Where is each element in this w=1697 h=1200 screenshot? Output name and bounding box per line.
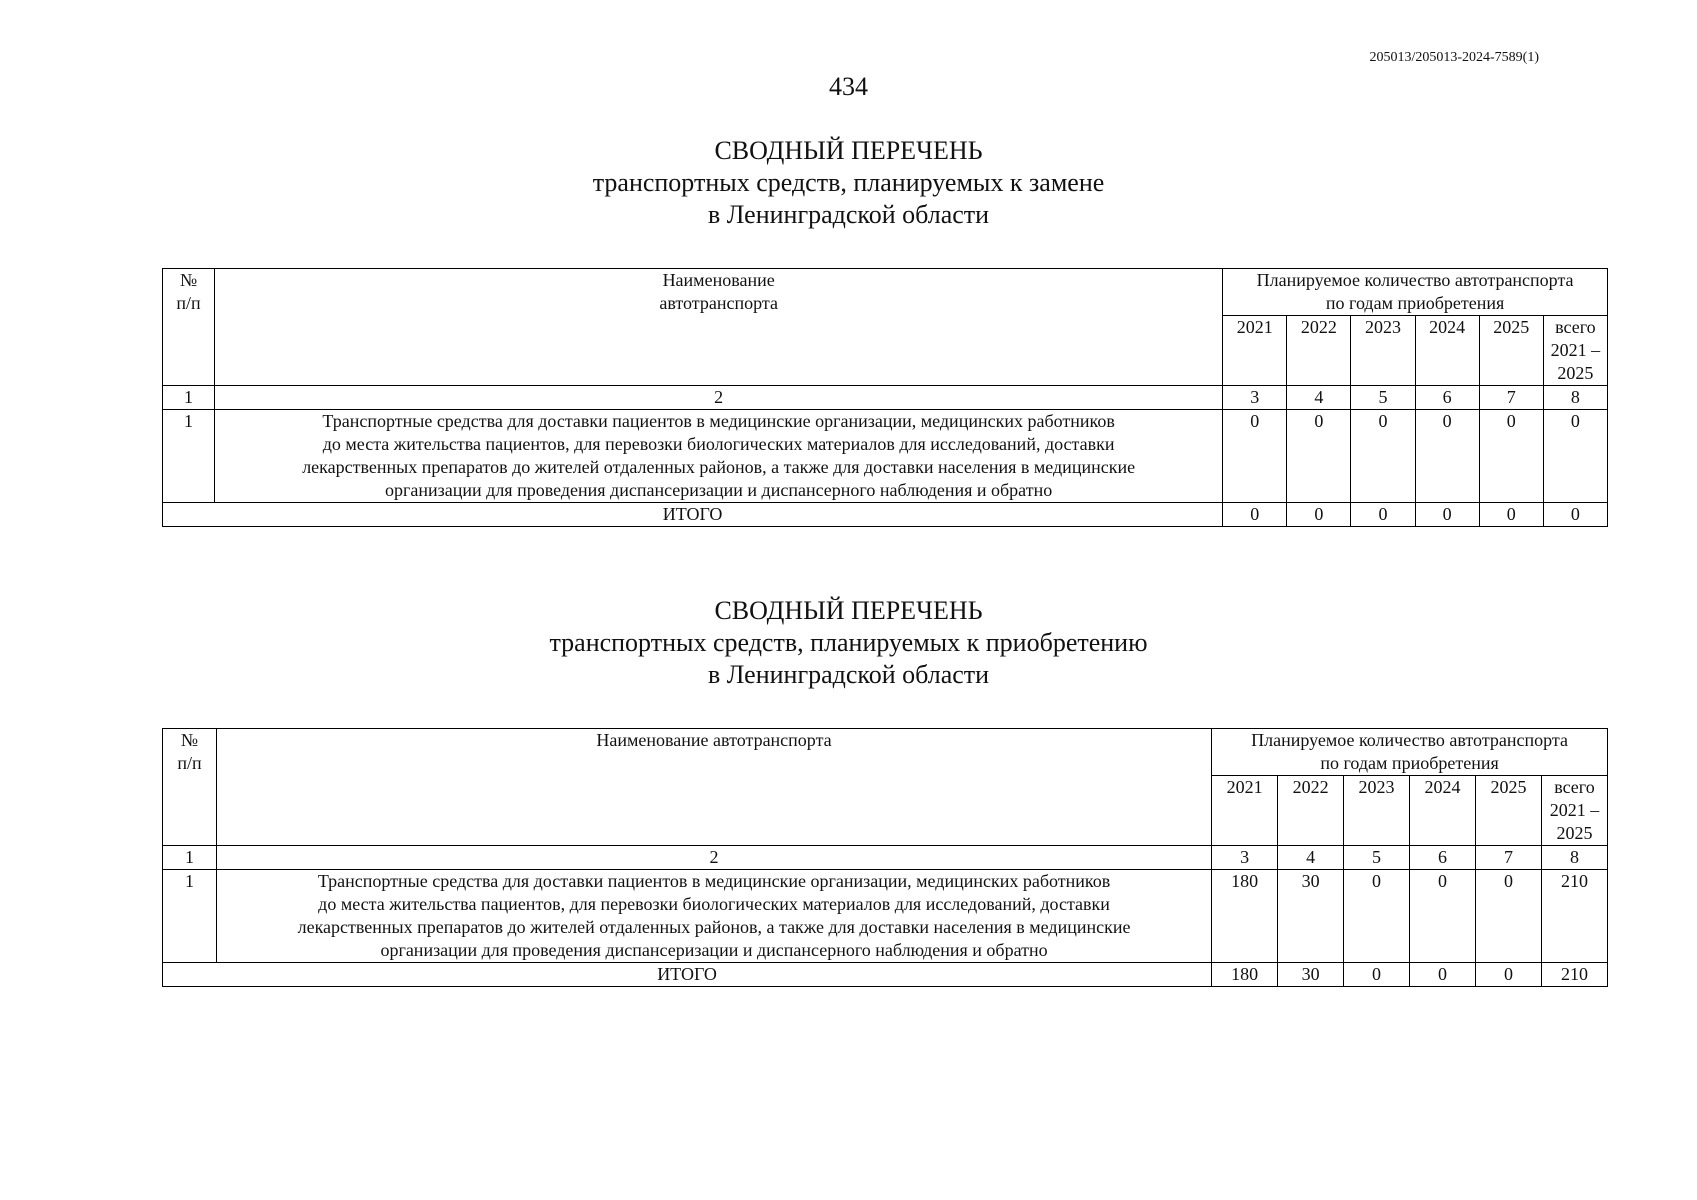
vehicle-name-line: организации для проведения диспансеризации и диспансерного наблюдения и обратно: [385, 480, 1053, 500]
section-title-replacement: [0, 135, 1697, 231]
column-number: 1: [163, 386, 215, 410]
vehicle-name-line: лекарственных препаратов до жителей отдаленных районов, а также для доставки населения в медицинские: [302, 457, 1136, 477]
value-cell: 0: [1543, 410, 1607, 503]
total-header-line: 2021 –: [1549, 800, 1600, 820]
total-value: 210: [1541, 963, 1607, 987]
num-header-line: №: [179, 270, 198, 290]
total-value: 0: [1223, 503, 1287, 527]
column-number: 8: [1541, 846, 1607, 870]
planned-header: [1212, 729, 1608, 776]
row-number: 1: [163, 410, 215, 503]
year-header: 2021: [1212, 776, 1278, 846]
value-cell: 0: [1287, 410, 1351, 503]
value-cell: 0: [1410, 870, 1476, 963]
name-header: [215, 269, 1223, 386]
column-number: 7: [1475, 846, 1541, 870]
name-header: [216, 729, 1211, 846]
name-header-line: Наименование автотранспорта: [596, 730, 832, 750]
title-line: СВОДНЫЙ ПЕРЕЧЕНЬ: [714, 136, 983, 165]
vehicle-name-line: Транспортные средства для доставки пациентов в медицинские организации, медицинских работников: [317, 871, 1111, 891]
total-value: 0: [1415, 503, 1479, 527]
name-header-line: автотранспорта: [659, 293, 778, 313]
total-value: 30: [1278, 963, 1344, 987]
planned-header-line: по годам приобретения: [1320, 753, 1499, 773]
total-value: 0: [1410, 963, 1476, 987]
column-number: 5: [1344, 846, 1410, 870]
column-number: 6: [1410, 846, 1476, 870]
value-cell: 0: [1351, 410, 1415, 503]
column-number: 3: [1223, 386, 1287, 410]
column-numbers-row: [163, 846, 1608, 870]
num-header-line: №: [180, 730, 199, 750]
year-header: 2025: [1475, 776, 1541, 846]
total-value: 0: [1344, 963, 1410, 987]
year-header: 2022: [1287, 316, 1351, 386]
year-header: 2022: [1278, 776, 1344, 846]
total-header-line: 2021 –: [1550, 340, 1601, 360]
total-label: ИТОГО: [163, 963, 1212, 987]
header-row: [163, 729, 1608, 776]
total-value: 0: [1475, 963, 1541, 987]
value-cell: 30: [1278, 870, 1344, 963]
row-number: 1: [163, 870, 217, 963]
column-numbers-row: [163, 386, 1608, 410]
num-header-line: п/п: [177, 753, 202, 773]
total-header-line: 2025: [1557, 363, 1594, 383]
section-title-acquisition: [0, 595, 1697, 691]
value-cell: 0: [1475, 870, 1541, 963]
value-cell: 0: [1479, 410, 1543, 503]
page-number: 434: [829, 72, 868, 101]
total-value: 0: [1287, 503, 1351, 527]
total-label: ИТОГО: [163, 503, 1223, 527]
total-value: 0: [1543, 503, 1607, 527]
total-row: [163, 963, 1608, 987]
total-header: [1543, 316, 1607, 386]
year-header: 2024: [1410, 776, 1476, 846]
column-number: 6: [1415, 386, 1479, 410]
value-cell: 0: [1415, 410, 1479, 503]
document-id: 205013/205013-2024-7589(1): [1369, 50, 1539, 65]
vehicle-name-line: организации для проведения диспансеризации и диспансерного наблюдения и обратно: [380, 940, 1048, 960]
title-line: в Ленинградской области: [707, 200, 990, 229]
column-number: 2: [216, 846, 1211, 870]
planned-header: [1223, 269, 1608, 316]
vehicle-name-line: лекарственных препаратов до жителей отдаленных районов, а также для доставки населения в медицинские: [297, 917, 1131, 937]
vehicle-name: [215, 410, 1223, 503]
planned-header-line: по годам приобретения: [1325, 293, 1505, 313]
vehicle-name: [216, 870, 1211, 963]
column-number: 7: [1479, 386, 1543, 410]
total-value: 180: [1212, 963, 1278, 987]
value-cell: 210: [1541, 870, 1607, 963]
year-header: 2024: [1415, 316, 1479, 386]
table-row: [163, 410, 1608, 503]
column-number: 1: [163, 846, 217, 870]
total-header: [1541, 776, 1607, 846]
value-cell: 180: [1212, 870, 1278, 963]
replacement-table: [162, 268, 1608, 527]
column-number: 2: [215, 386, 1223, 410]
title-line: СВОДНЫЙ ПЕРЕЧЕНЬ: [714, 596, 983, 625]
acquisition-table: [162, 728, 1608, 987]
vehicle-name-line: до места жительства пациентов, для перевозки биологических материалов для исследований, доставки: [322, 434, 1115, 454]
column-number: 8: [1543, 386, 1607, 410]
header-row: [163, 269, 1608, 316]
total-value: 0: [1479, 503, 1543, 527]
value-cell: 0: [1223, 410, 1287, 503]
value-cell: 0: [1344, 870, 1410, 963]
total-header-line: всего: [1555, 317, 1596, 337]
vehicle-name-line: Транспортные средства для доставки пациентов в медицинские организации, медицинских работников: [322, 411, 1115, 431]
total-row: [163, 503, 1608, 527]
title-line: транспортных средств, планируемых к замене: [592, 168, 1105, 197]
vehicle-name-line: до места жительства пациентов, для перевозки биологических материалов для исследований, доставки: [318, 894, 1110, 914]
table-row: [163, 870, 1608, 963]
num-header: [163, 729, 217, 846]
name-header-line: Наименование: [662, 270, 775, 290]
num-header-line: п/п: [176, 293, 201, 313]
year-header: 2023: [1344, 776, 1410, 846]
year-header: 2023: [1351, 316, 1415, 386]
num-header: [163, 269, 215, 386]
total-value: 0: [1351, 503, 1415, 527]
column-number: 4: [1287, 386, 1351, 410]
total-header-line: 2025: [1556, 823, 1593, 843]
total-header-line: всего: [1554, 777, 1595, 797]
title-line: в Ленинградской области: [707, 660, 990, 689]
year-header: 2021: [1223, 316, 1287, 386]
column-number: 5: [1351, 386, 1415, 410]
column-number: 3: [1212, 846, 1278, 870]
planned-header-line: Планируемое количество автотранспорта: [1256, 270, 1574, 290]
year-header: 2025: [1479, 316, 1543, 386]
title-line: транспортных средств, планируемых к приобретению: [549, 628, 1148, 657]
planned-header-line: Планируемое количество автотранспорта: [1251, 730, 1568, 750]
column-number: 4: [1278, 846, 1344, 870]
